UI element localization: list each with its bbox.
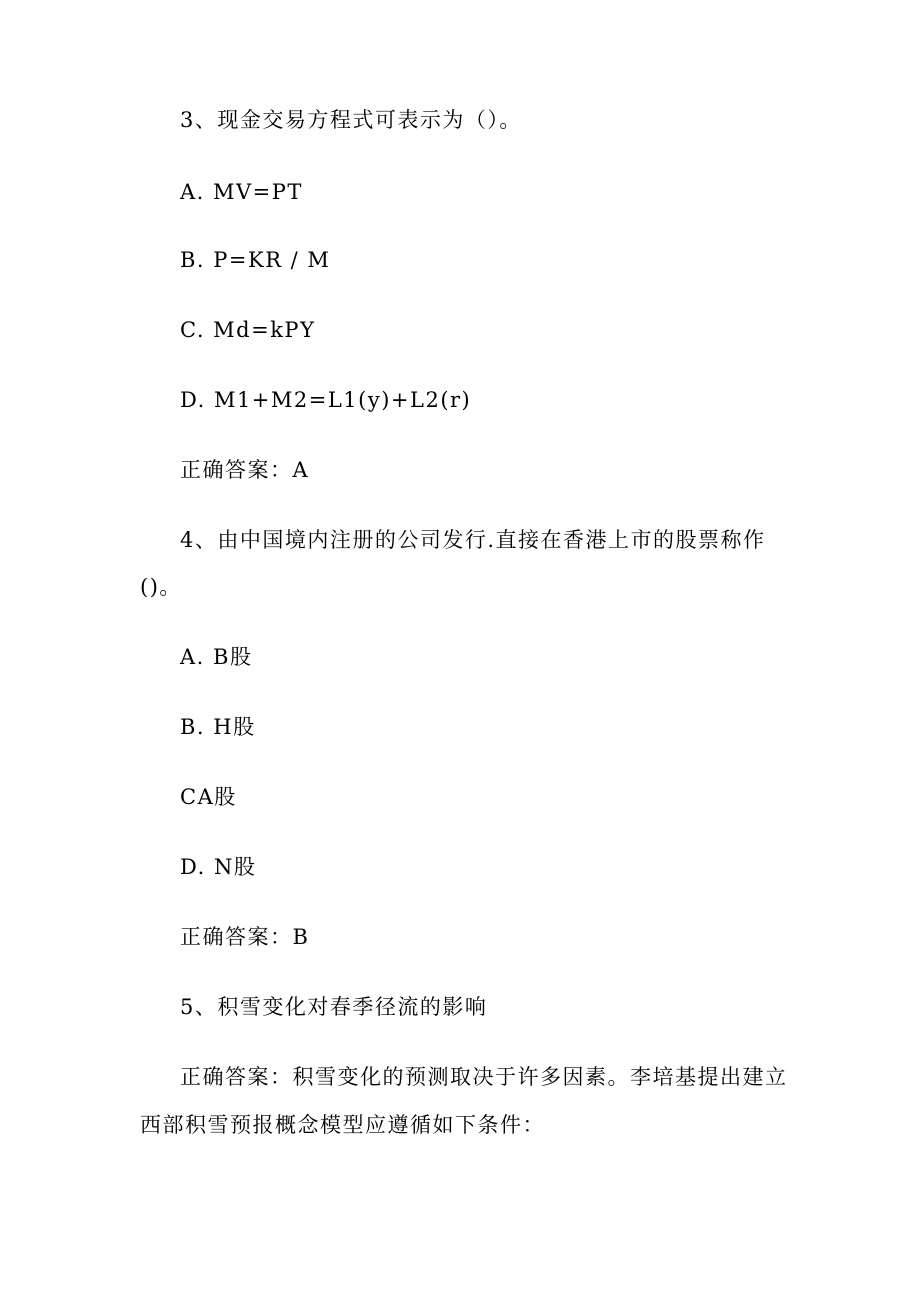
question-4-stem: 4、由中国境内注册的公司发行.直接在香港上市的股票称作 <box>180 528 766 552</box>
question-4-option-d: D. N股 <box>180 855 257 879</box>
question-4-option-c: CA股 <box>180 785 237 809</box>
question-4-option-a: A. B股 <box>180 645 253 669</box>
question-3-answer: 正确答案：A <box>180 458 310 482</box>
question-5-stem: 5、积雪变化对春季径流的影响 <box>180 995 488 1019</box>
question-3-option-b: B. P=KR / M <box>180 248 331 272</box>
question-3-option-a: A. MV=PT <box>180 180 303 204</box>
question-4-stem-continued: ()。 <box>140 575 182 599</box>
question-5-answer-continued: 西部积雪预报概念模型应遵循如下条件： <box>140 1113 545 1137</box>
question-4-answer: 正确答案：B <box>180 925 310 949</box>
question-3-option-d: D. M1+M2=L1(y)+L2(r) <box>180 388 472 412</box>
question-3-option-c: C. Md=kPY <box>180 318 316 342</box>
question-5-answer: 正确答案：积雪变化的预测取决于许多因素。李培基提出建立 <box>180 1065 788 1089</box>
question-4-option-b: B. H股 <box>180 715 256 739</box>
question-3-stem: 3、现金交易方程式可表示为（）。 <box>180 108 522 132</box>
